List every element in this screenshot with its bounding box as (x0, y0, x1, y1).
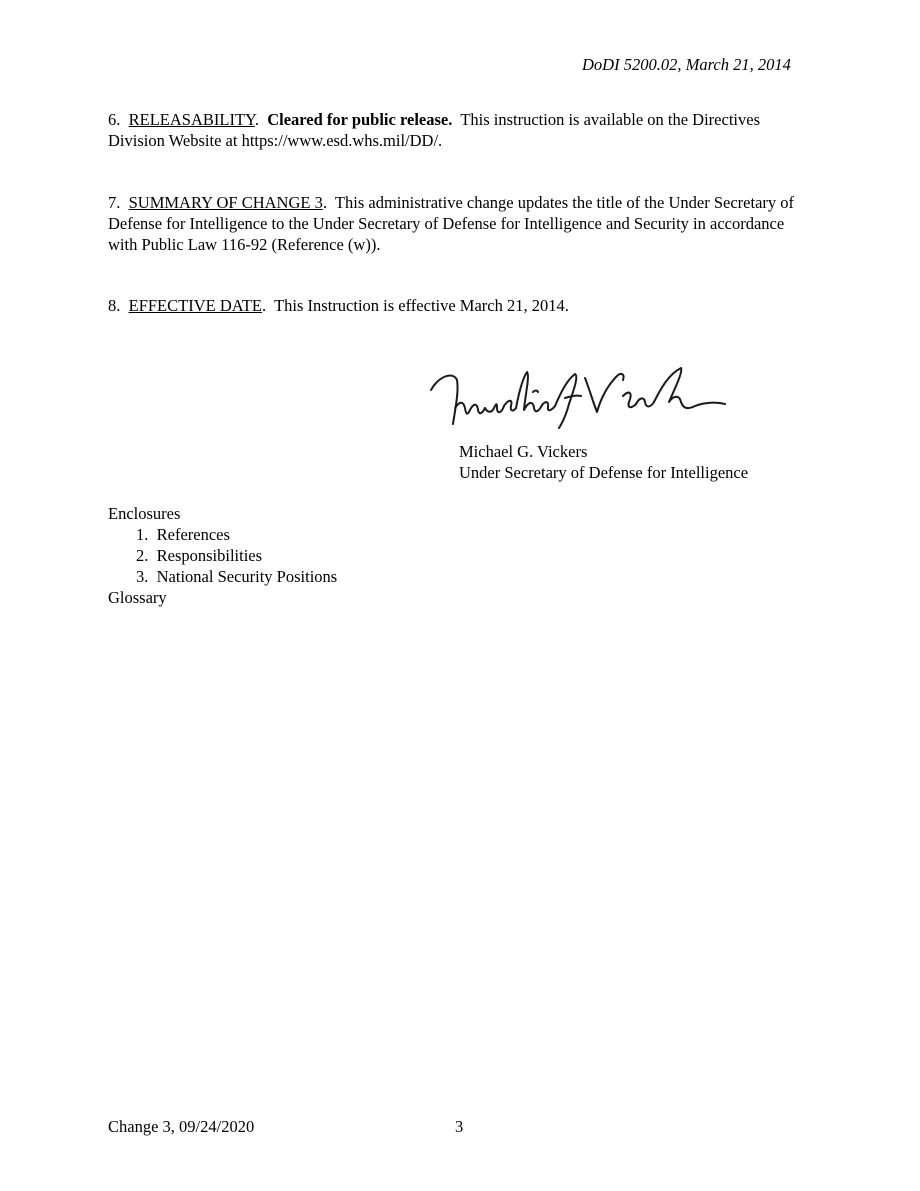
handwritten-signature (425, 362, 730, 437)
list-item (136, 566, 337, 587)
enclosures-block (108, 503, 337, 608)
section-effective-date: 8. EFFECTIVE DATE. This Instruction is effective March 21, 2014. (108, 296, 569, 315)
list-item (136, 545, 337, 566)
enclosures-label: Enclosures (108, 504, 181, 523)
list-item (136, 524, 337, 545)
item-label: References (156, 525, 230, 544)
section-text: This Instruction is effective March 21, 2014. (274, 296, 569, 315)
signature-block (459, 441, 748, 483)
item-label: Responsibilities (156, 546, 263, 565)
section-heading: EFFECTIVE DATE (128, 296, 262, 315)
enclosures-list (108, 524, 337, 587)
section-heading: SUMMARY OF CHANGE 3 (128, 193, 323, 212)
section-text: This instruction is available on the Directives Division Website at https://www.esd.whs.mil/DD/. (108, 110, 760, 150)
item-number: 3. (136, 567, 149, 586)
section-releasability: 6. RELEASABILITY. Cleared for public release. This instruction is available on the Directives Division Website at https://www.esd.whs.mil/DD/. (108, 110, 760, 150)
section-heading: RELEASABILITY (128, 110, 255, 129)
release-statement: Cleared for public release. (267, 110, 453, 129)
signer-title: Under Secretary of Defense for Intelligence (459, 463, 749, 482)
document-header: DoDI 5200.02, March 21, 2014 (582, 55, 791, 74)
section-number: 8. (108, 296, 121, 315)
page-number: 3 (455, 1117, 464, 1136)
section-text: This administrative change updates the title of the Under Secretary of Defense for Intelligence to the Under Secretary of Defense for Intelligence and Security in accordance with Public Law 116-92 (Reference (w)). (108, 193, 795, 254)
glossary-label: Glossary (108, 588, 167, 607)
section-summary-of-change: 7. SUMMARY OF CHANGE 3. This administrative change updates the title of the Under Secretary of Defense for Intelligence to the Under Secretary of Defense for Intelligence and Security in accordance with Public Law 116-92 (Reference (w)). (108, 193, 795, 254)
signer-name: Michael G. Vickers (459, 442, 588, 461)
item-number: 2. (136, 546, 149, 565)
item-number: 1. (136, 525, 149, 544)
change-footer: Change 3, 09/24/2020 (108, 1117, 255, 1136)
item-label: National Security Positions (156, 567, 338, 586)
section-number: 7. (108, 193, 121, 212)
section-number: 6. (108, 110, 121, 129)
